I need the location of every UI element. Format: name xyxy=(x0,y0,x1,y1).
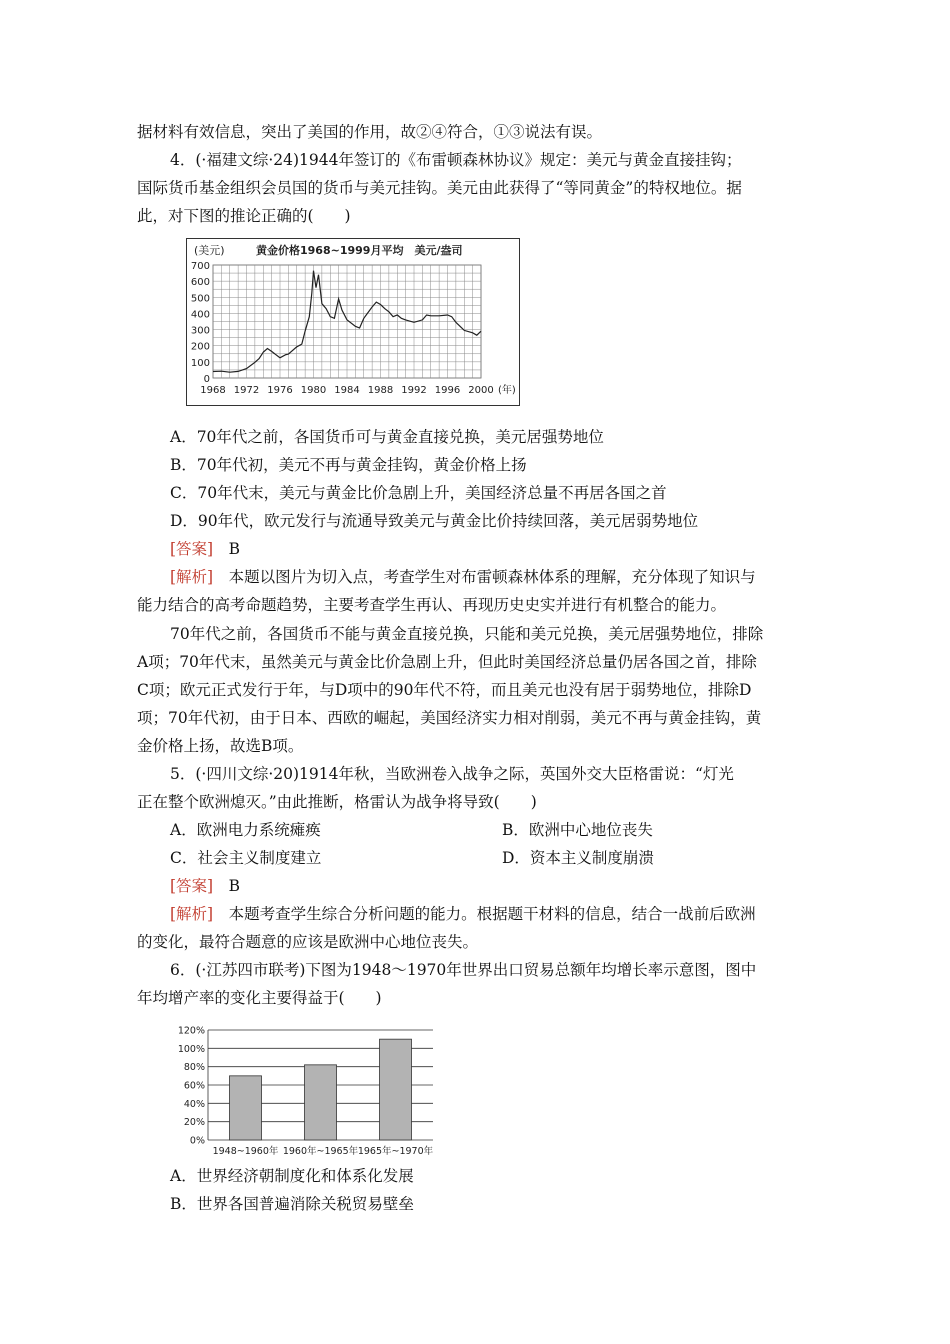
x-tick-label: 1980 xyxy=(300,385,327,396)
chart-ylabel: (美元) xyxy=(194,244,225,257)
question-4-stem: 此，对下图的推论正确的( ) xyxy=(137,207,351,225)
y-tick-label: 0 xyxy=(203,374,210,385)
explanation-text: 本题考查学生综合分析问题的能力。根据题干材料的信息，结合一战前后欧洲 xyxy=(228,905,756,923)
x-tick-label: 1965年~1970年 xyxy=(357,1146,434,1157)
y-tick-label: 200 xyxy=(190,341,210,353)
y-tick-label: 40% xyxy=(183,1098,205,1110)
y-tick-label: 100 xyxy=(190,357,210,369)
x-tick-label: 1976 xyxy=(267,385,293,396)
answer-value: B xyxy=(228,877,241,895)
answer-line xyxy=(170,872,850,900)
question-5-stem: 正在整个欧洲熄灭。”由此推断，格雷认为战争将导致( ) xyxy=(137,793,537,811)
explanation-text: A项；70年代末，虽然美元与黄金比价急剧上升，但此时美国经济总量仍居各国之首，排除 xyxy=(137,653,757,671)
chart-title: 黄金价格1968~1999月平均 美元/盎司 xyxy=(256,244,463,257)
bar xyxy=(230,1076,262,1140)
option-b: B．世界各国普遍消除关税贸易壁垒 xyxy=(170,1195,414,1213)
question-5-stem: 5．(·四川文综·20)1914年秋，当欧洲卷入战争之际，英国外交大臣格雷说：“灯光 xyxy=(170,765,734,783)
explanation-text: 能力结合的高考命题趋势，主要考查学生再认、再现历史史实并进行有机整合的能力。 xyxy=(137,596,727,614)
option-a: A．世界经济朝制度化和体系化发展 xyxy=(170,1167,414,1185)
y-tick-label: 300 xyxy=(190,325,210,337)
gold-price-chart xyxy=(186,238,520,406)
x-tick-label: 1988 xyxy=(367,385,394,396)
question-6-stem: 6．(·江苏四市联考)下图为1948～1970年世界出口贸易总额年均增长率示意图，图中 xyxy=(170,961,757,979)
x-tick-label: 1968 xyxy=(200,385,226,396)
explanation-text: 项；70年代初，由于日本、西欧的崛起，美国经济实力相对削弱，美元不再与黄金挂钩，黄 xyxy=(137,709,762,727)
bar xyxy=(380,1039,412,1140)
explanation-tag: [解析] xyxy=(170,568,214,586)
explanation-tag: [解析] xyxy=(170,905,214,923)
y-tick-label: 500 xyxy=(190,293,210,305)
y-tick-label: 60% xyxy=(183,1080,205,1092)
explanation-text: C项；欧元正式发行于年，与D项中的90年代不符，而且美元也没有居于弱势地位，排除D xyxy=(137,681,752,699)
question-4-stem: 国际货币基金组织会员国的货币与美元挂钩。美元由此获得了“等同黄金”的特权地位。据 xyxy=(137,179,742,197)
answer-line xyxy=(170,535,850,563)
option-b: B．欧洲中心地位丧失 xyxy=(502,821,653,839)
option-a: A．70年代之前，各国货币可与黄金直接兑换，美元居强势地位 xyxy=(170,428,604,446)
explanation-line xyxy=(170,563,850,591)
x-tick-label: 1960年~1965年 xyxy=(282,1146,359,1157)
x-tick-label: 2000 xyxy=(468,385,494,396)
option-c: C．70年代末，美元与黄金比价急剧上升，美国经济总量不再居各国之首 xyxy=(170,484,667,502)
question-6-stem: 年均增产率的变化主要得益于( ) xyxy=(137,989,382,1007)
x-tick-label: 1948~1960年 xyxy=(212,1146,279,1157)
x-tick-label: 1984 xyxy=(334,385,360,396)
y-tick-label: 0% xyxy=(189,1135,205,1147)
y-tick-label: 600 xyxy=(190,277,210,289)
y-tick-label: 400 xyxy=(190,309,210,321)
answer-tag: [答案] xyxy=(170,540,214,558)
question-4-stem: 4．(·福建文综·24)1944年签订的《布雷顿森林协议》规定：美元与黄金直接挂钩； xyxy=(170,151,742,169)
explanation-text: 本题以图片为切入点，考查学生对布雷顿森林体系的理解，充分体现了知识与 xyxy=(228,568,756,586)
y-tick-label: 120% xyxy=(177,1025,205,1037)
answer-tag: [答案] xyxy=(170,877,214,895)
x-tick-label: 1992 xyxy=(401,385,427,396)
y-tick-label: 80% xyxy=(183,1062,205,1074)
chart-xlabel: (年) xyxy=(498,385,516,396)
option-a: A．欧洲电力系统瘫痪 xyxy=(170,821,321,839)
explanation-line xyxy=(170,900,850,928)
y-tick-label: 700 xyxy=(190,261,210,272)
answer-value: B xyxy=(228,540,241,558)
x-tick-label: 1996 xyxy=(434,385,461,396)
y-tick-label: 100% xyxy=(177,1043,205,1055)
explanation-text: 金价格上扬，故选B项。 xyxy=(137,737,304,755)
export-growth-chart xyxy=(168,1016,448,1162)
y-tick-label: 20% xyxy=(183,1117,205,1129)
option-c: C．社会主义制度建立 xyxy=(170,849,322,867)
bar xyxy=(305,1065,337,1140)
option-b: B．70年代初，美元不再与黄金挂钩，黄金价格上扬 xyxy=(170,456,527,474)
option-d: D．资本主义制度崩溃 xyxy=(502,849,654,867)
explanation-text: 的变化，最符合题意的应该是欧洲中心地位丧失。 xyxy=(137,933,479,951)
x-tick-label: 1972 xyxy=(233,385,260,396)
option-d: D．90年代，欧元发行与流通导致美元与黄金比价持续回落，美元居弱势地位 xyxy=(170,512,699,530)
explanation-text: 70年代之前，各国货币不能与黄金直接兑换，只能和美元兑换，美元居强势地位，排除 xyxy=(170,625,764,643)
text-line: 据材料有效信息，突出了美国的作用，故②④符合，①③说法有误。 xyxy=(137,123,603,141)
